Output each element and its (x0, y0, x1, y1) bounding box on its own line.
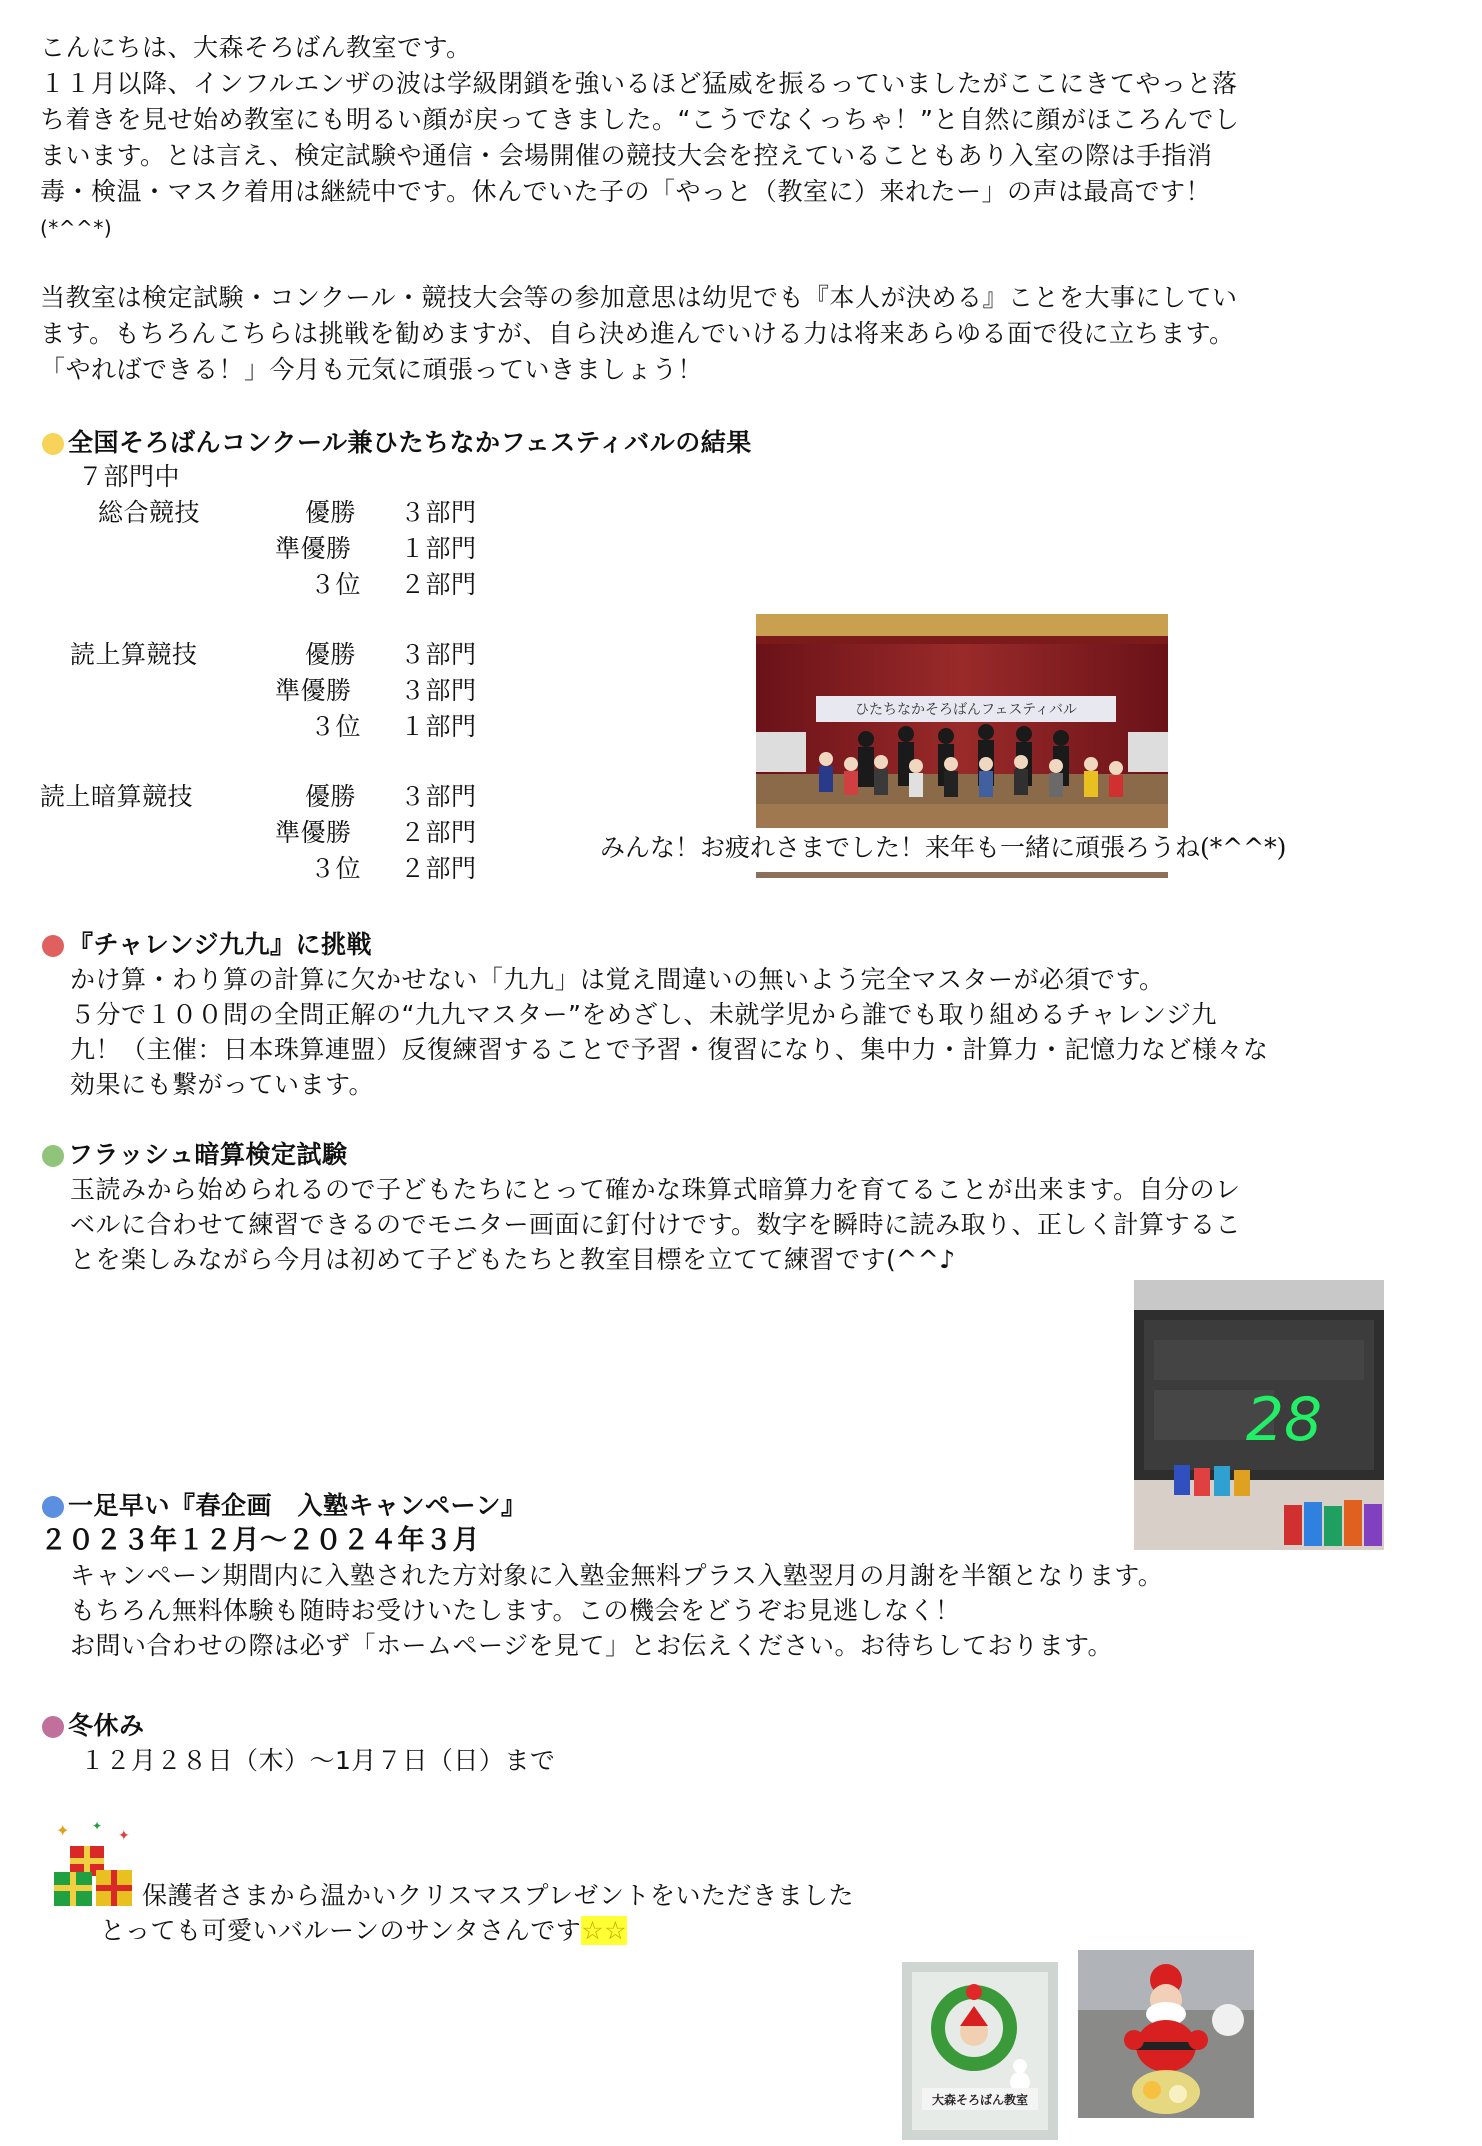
rank-label: 準優勝 (275, 818, 352, 847)
challenge-line: かけ算・わり算の計算に欠かせない「九九」は覚え間違いの無いよう完全マスターが必須です。 (70, 965, 1165, 994)
winter-heading: 冬休み (68, 1711, 145, 1740)
flash-line: 玉読みから始められるので子どもたちにとって確かな珠算式暗算力を育てることが出来ます。自分のレ (70, 1175, 1241, 1204)
rank-label: 準優勝 (275, 534, 352, 563)
campaign-period: ２０２３年１２月～２０２４年３月 (40, 1525, 480, 1556)
bullet-dot-icon (42, 433, 64, 455)
gift-boxes-icon (48, 1818, 140, 1910)
rank-count: ３部門 (400, 782, 477, 811)
policy-line: ます。もちろんこちらは挑戦を勧めますが、自ら決め進んでいける力は将来あらゆる面で役に立ちます。 (40, 319, 1235, 348)
rank-label: 優勝 (305, 498, 357, 527)
category-name: 総合競技 (98, 498, 201, 527)
classroom-sign: 大森そろばん教室 (931, 2093, 1029, 2107)
campaign-heading: 一足早い『春企画 入塾キャンペーン』 (68, 1491, 527, 1520)
intro-line: まいます。とは言え、検定試験や通信・会場開催の競技大会を控えていることもあり入室の際は手指消 (40, 141, 1213, 170)
rank-count: ３部門 (400, 498, 477, 527)
intro-line: こんにちは、大森そろばん教室です。 (40, 33, 472, 62)
bullet-dot-icon (42, 935, 64, 957)
festival-banner: ひたちなかそろばんフェスティバル (855, 702, 1077, 718)
policy-line: 「やればできる！」今月も元気に頑張っていきましょう！ (40, 355, 704, 384)
svg-text:✦: ✦ (92, 1819, 103, 1833)
rank-count: ２部門 (400, 818, 477, 847)
contest-heading: 全国そろばんコンクール兼ひたちなかフェスティバルの結果 (68, 428, 752, 457)
rank-count: ２部門 (400, 570, 477, 599)
rank-count: ３部門 (400, 640, 477, 669)
challenge-line: 九！（主催：日本珠算連盟）反復練習することで予習・復習になり、集中力・計算力・記憶力など様々な (70, 1035, 1269, 1064)
contest-subheading: ７部門中 (78, 462, 181, 491)
winter-dates: １２月２８日（木）～1月７日（日）まで (80, 1746, 556, 1775)
challenge-line: ５分で１００問の全問正解の“九九マスター”をめざし、未就学児から誰でも取り組めるチャレンジ九 (70, 1000, 1217, 1029)
rank-label: 優勝 (305, 640, 357, 669)
bullet-dot-icon (42, 1145, 64, 1167)
rank-label: 優勝 (305, 782, 357, 811)
star-icons: ☆☆ (581, 1916, 628, 1945)
campaign-line: キャンペーン期間内に入塾された方対象に入塾金無料プラス入塾翌月の月謝を半額となります。 (70, 1561, 1164, 1590)
christmas-line-text: とっても可愛いバルーンのサンタさんです (100, 1916, 582, 1945)
svg-text:✦: ✦ (118, 1828, 130, 1844)
rank-count: ２部門 (400, 854, 477, 883)
category-name: 読上算競技 (70, 640, 198, 669)
rank-label: ３位 (310, 854, 362, 883)
flash-line: ベルに合わせて練習できるのでモニター画面に釘付けです。数字を瞬時に読み取り、正しく計算するこ (70, 1210, 1242, 1239)
christmas-line: 保護者さまから温かいクリスマスプレゼントをいただきました (142, 1881, 855, 1910)
flash-heading: フラッシュ暗算検定試験 (68, 1140, 348, 1169)
rank-label: ３位 (310, 712, 362, 741)
rank-label: ３位 (310, 570, 362, 599)
campaign-line: もちろん無料体験も随時お受けいたします。この機会をどうぞお見逃しなく！ (70, 1596, 961, 1625)
bullet-dot-icon (42, 1716, 64, 1738)
intro-line: 毒・検温・マスク着用は継続中です。休んでいた子の「やっと（教室に）来れたー」の声は最高です！ (40, 177, 1212, 206)
intro-line: １１月以降、インフルエンザの波は学級閉鎖を強いるほど猛威を振るっていましたがここにきてやっと落 (40, 69, 1238, 98)
challenge-line: 効果にも繋がっています。 (70, 1070, 375, 1099)
rank-label: 準優勝 (275, 676, 352, 705)
intro-line: (*^^*) (40, 216, 113, 240)
monitor-photo-illustration (1134, 1280, 1384, 1550)
challenge-heading: 『チャレンジ九九』に挑戦 (68, 930, 373, 959)
rank-count: ３部門 (400, 676, 477, 705)
festival-photo-caption: みんな！お疲れさまでした！来年も一緒に頑張ろうね(*^^*) (600, 833, 1287, 862)
intro-line: ち着きを見せ始め教室にも明るい顔が戻ってきました。“こうでなくっちゃ！”と自然に顔がほころんでし (40, 105, 1240, 134)
policy-line: 当教室は検定試験・コンクール・競技大会等の参加意思は幼児でも『本人が決める』ことを大事にしてい (40, 283, 1238, 312)
flash-line: とを楽しみながら今月は初めて子どもたちと教室目標を立てて練習です(^^♪ (70, 1245, 956, 1274)
santa-balloon-photo (1078, 1950, 1254, 2118)
bullet-dot-icon (42, 1496, 64, 1518)
monitor-photo (1134, 1280, 1384, 1550)
christmas-line (100, 1913, 627, 1949)
wreath-balloon-photo (902, 1962, 1058, 2140)
rank-count: １部門 (400, 534, 477, 563)
rank-count: １部門 (400, 712, 477, 741)
photo-bottom-strip (756, 872, 1168, 878)
campaign-line: お問い合わせの際は必ず「ホームページを見て」とお伝えください。お待ちしております。 (70, 1631, 1114, 1660)
monitor-number: 28 (1245, 1385, 1323, 1455)
category-name: 読上暗算競技 (40, 782, 194, 811)
svg-text:✦: ✦ (56, 1821, 70, 1840)
